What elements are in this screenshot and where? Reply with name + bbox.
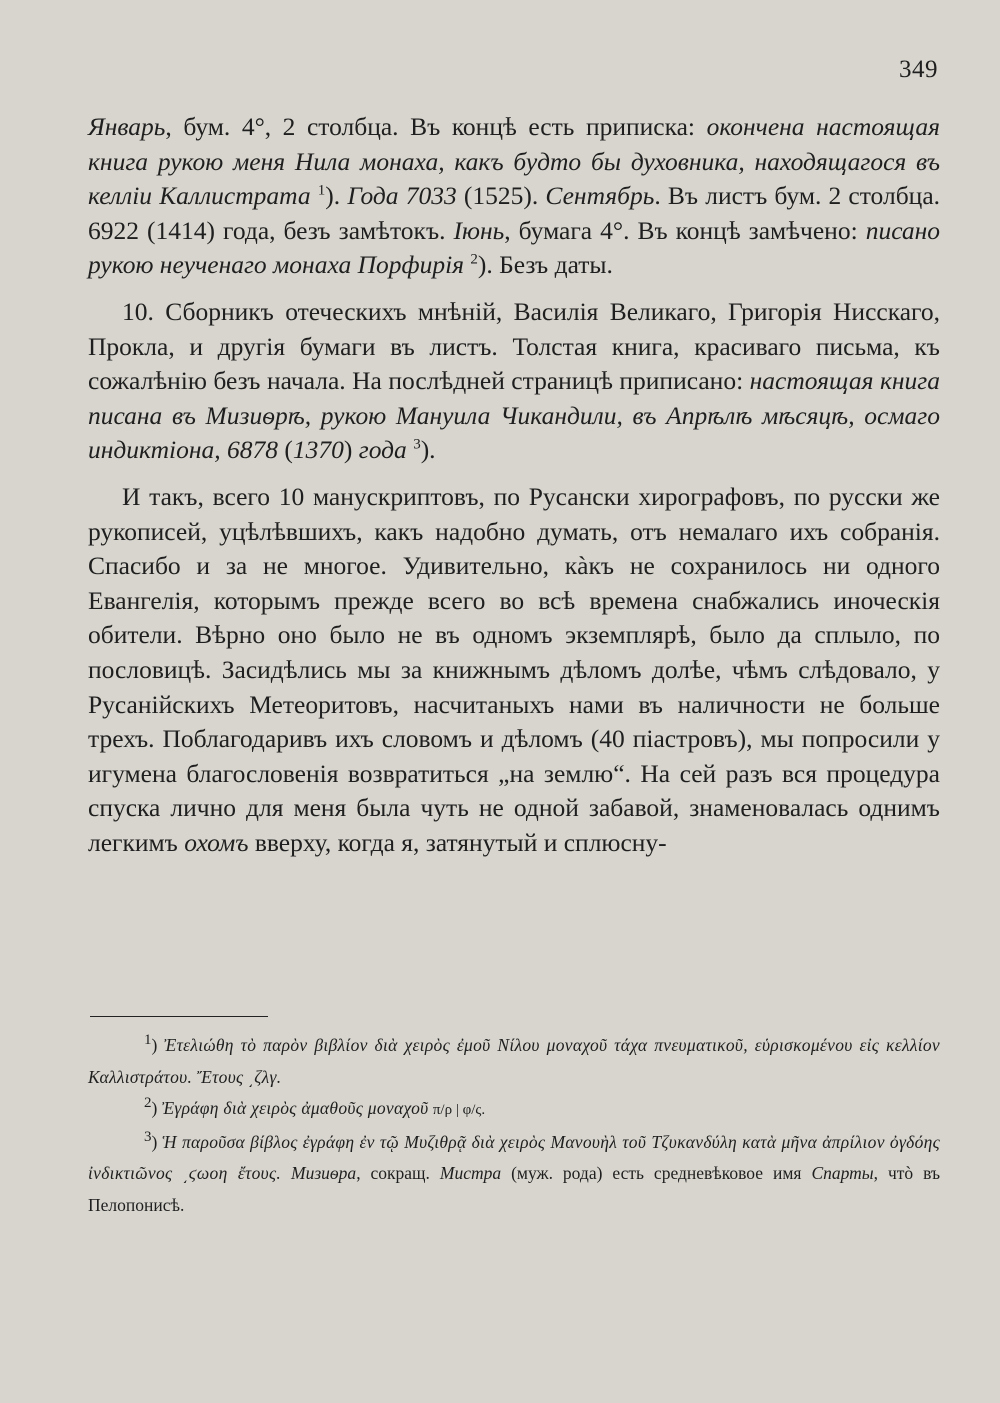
- footnote-mark: 3: [144, 1128, 152, 1145]
- footnote-mark: 2: [144, 1095, 152, 1112]
- italic-text: Мизиѳра: [291, 1163, 357, 1183]
- italic-text: Мистра: [439, 1163, 502, 1183]
- text-run: (муж. рода) есть средневѣковое имя: [501, 1163, 812, 1183]
- greek-text: Ἐγράφη διὰ χειρὸς ἀμαθοῦς μοναχοῦ: [161, 1098, 429, 1118]
- italic-text: охомъ: [184, 827, 249, 857]
- text-run: ): [151, 1098, 162, 1118]
- page-number: 349: [899, 56, 938, 83]
- italic-text: Іюнь: [453, 215, 505, 245]
- text-run: 10. Сборникъ отеческихъ мнѣній, Василія Великаго, Григорія Нисскаго, Прокла, и другія бумаги въ листъ. Толстая книга, красиваго письма, къ сожалѣнію безъ начала. На послѣдней страницѣ приписано:: [88, 296, 940, 396]
- text-run: ): [325, 181, 334, 211]
- main-text: [88, 110, 940, 860]
- italic-text: Январь: [88, 112, 166, 141]
- footnote-2: [88, 1093, 940, 1127]
- italic-text: настоящая книга писана въ Мизиѳрѣ, рукою Мануила Чикандили, въ Апрѣлѣ мѣсяцѣ, осмаго индиктіона, 6878: [88, 366, 940, 465]
- footnote-separator: [90, 1016, 268, 1017]
- greek-text: Ἐτελιώθη τὸ παρὸν βιβλίον διὰ χειρὸς ἐμοῦ Νίλου μοναχοῦ τάχα πνευματικοῦ, εὑρισκομένου εἰς κελλίον Καλλιστράτου. Ἔτους ͵ζλγ.: [88, 1035, 940, 1087]
- text-run: ): [151, 1131, 163, 1152]
- greek-text: Ἡ παροῦσα βίβλος ἐγράφη ἐν τῷ Μυζιθρᾷ διὰ χειρὸς Μανουὴλ τοῦ Τζυκανδύλη κατὰ μῆνα ἀπρίλιον ὀγδόης ἰνδικτιῶνος ͵ϛωοη ἔτους.: [88, 1131, 941, 1183]
- text-run: , чтò въ Пелопонисѣ.: [88, 1163, 940, 1215]
- text-run: , сокращ.: [356, 1163, 440, 1183]
- italic-text: Спарты: [811, 1163, 874, 1183]
- abbreviation-fraction: π/ρ | φ/ς.: [432, 1102, 486, 1118]
- italic-text: Сентябрь: [545, 181, 655, 211]
- paragraph-manuscript-10: [88, 295, 940, 468]
- italic-text: писано рукою неученаго монаха Порфирія: [88, 215, 940, 280]
- italic-text: Года 7033: [347, 181, 457, 211]
- footnote-ref-3[interactable]: 3: [413, 436, 421, 453]
- paragraph-manuscript-8-9: [88, 110, 940, 283]
- text-run: . Въ листъ бум. 2 столбца. 6922 (1414) года, безъ замѣтокъ.: [88, 181, 941, 245]
- text-run: ). Безъ даты.: [477, 250, 613, 280]
- footnote-3: [88, 1127, 940, 1222]
- text-run: , бумага 4°. Въ концѣ замѣчено:: [504, 215, 866, 245]
- text-run: ).: [420, 435, 436, 465]
- footnote-mark: 1: [144, 1032, 152, 1049]
- footnote-ref-2[interactable]: 2: [470, 251, 478, 268]
- text-run: (1525).: [456, 181, 546, 211]
- text-run: .: [333, 181, 348, 211]
- paragraph-summary: [88, 480, 940, 861]
- text-run: вверху, когда я, затянутый и сплюсну-: [248, 827, 667, 857]
- text-run: ): [343, 435, 359, 465]
- footnote-ref-1[interactable]: 1: [317, 182, 326, 199]
- italic-text: окончена настоящая книга рукою меня Нила монаха, какъ будто бы духовника, находящагося въ келліи Каллистрата: [88, 112, 940, 211]
- footnotes: [88, 1030, 940, 1221]
- text-run: , бум. 4°, 2 столбца. Въ концѣ есть приписка:: [165, 112, 707, 141]
- text-run: И такъ, всего 10 манускриптовъ, по Русански хирографовъ, по русски же рукописей, уцѣлѣвшихъ, какъ надобно думать, отъ немалаго ихъ собранія. Спасибо и за не многое. Удивительно, кàкъ не сохранилось ни одного Евангелія, которымъ прежде всего во всѣ времена снабжались иноческія обители. Вѣрно оно было не въ одномъ экземплярѣ, было да сплыло, по пословицѣ. Засидѣлись мы за книжнымъ дѣломъ долѣе, чѣмъ слѣдовало, у Русанійскихъ Метеоритовъ, насчитаныхъ нами въ наличности не больше трехъ. Поблагодаривъ ихъ словомъ и дѣломъ (40 піастровъ), мы попросили у игумена благословенія возвратиться „на землю“. На сей разъ вся процедура спуска лично для меня была чуть не одной забавой, знаменовалась однимъ легкимъ: [88, 481, 940, 857]
- text-run: (: [278, 435, 293, 465]
- text-run: ): [151, 1035, 164, 1055]
- text-run: [281, 1163, 291, 1183]
- footnote-1: [88, 1030, 940, 1093]
- italic-text: года: [358, 435, 407, 465]
- italic-text: 1370: [292, 435, 344, 465]
